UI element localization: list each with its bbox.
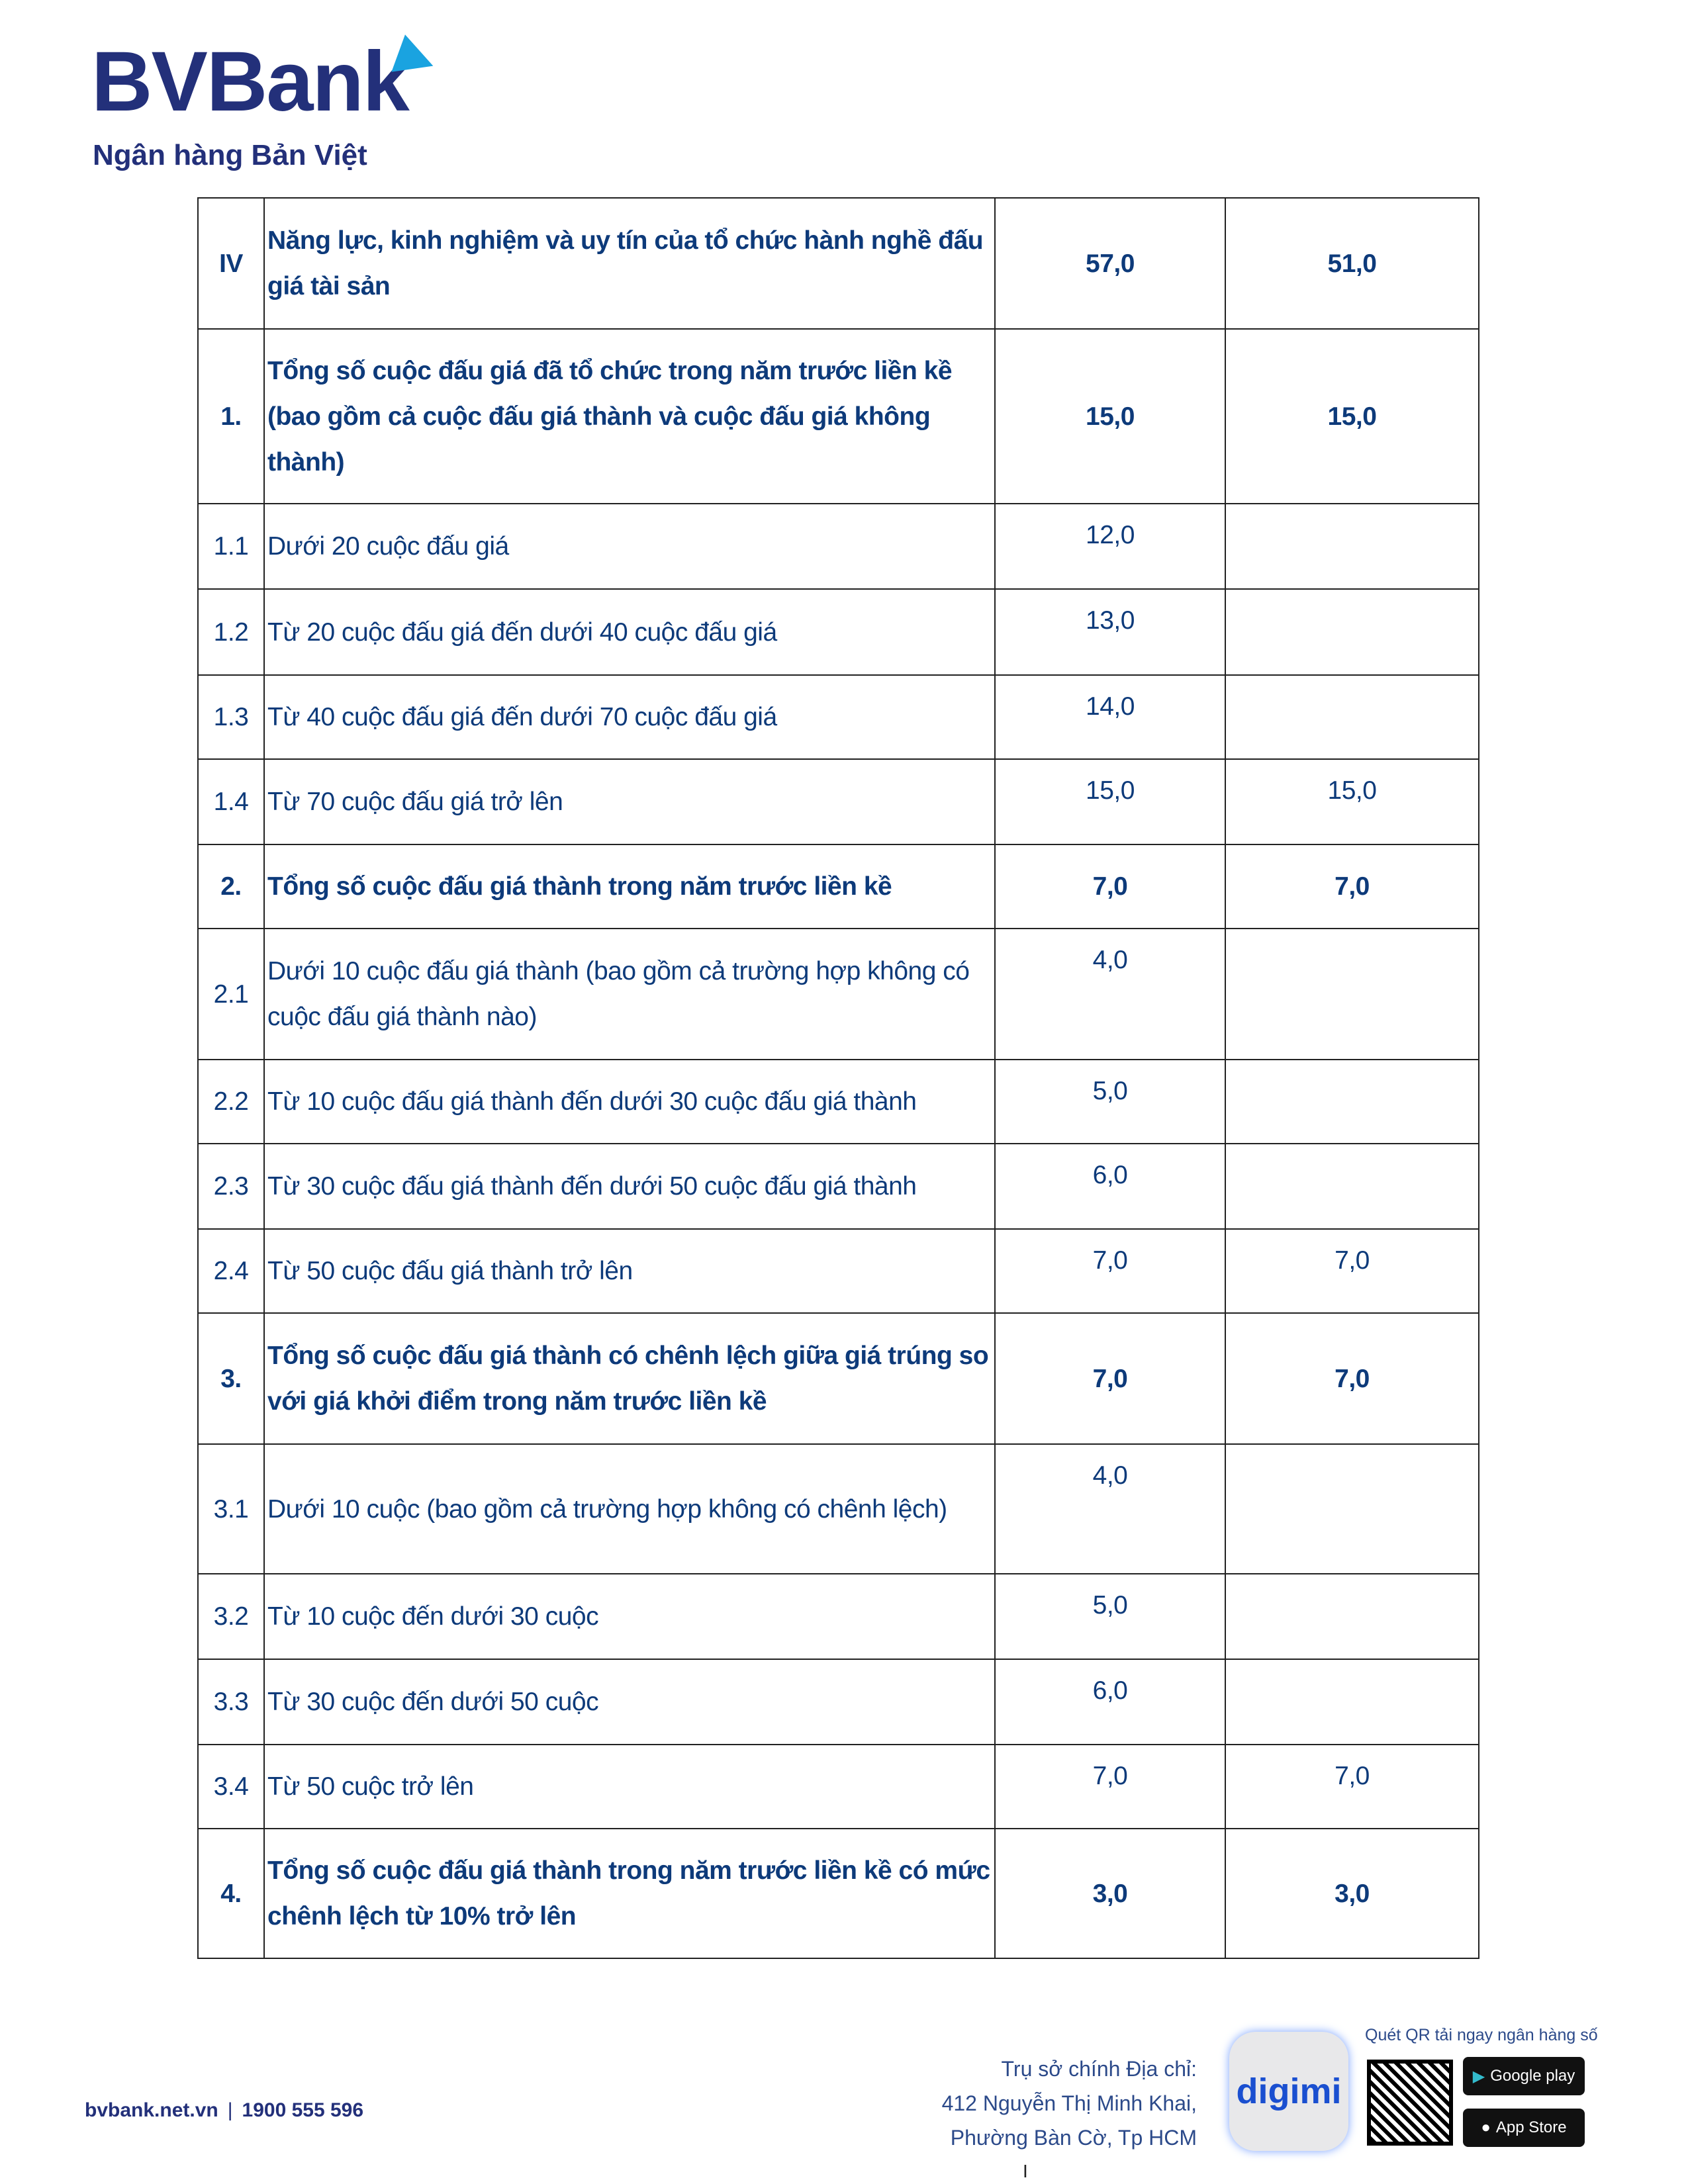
address-line-1: 412 Nguyễn Thị Minh Khai, — [941, 2091, 1197, 2115]
logo-text: BVBank — [91, 34, 408, 129]
criterion-text: Tổng số cuộc đấu giá thành trong năm trước liền kề — [264, 844, 995, 929]
row-number: 1.3 — [198, 675, 264, 759]
criterion-text: Từ 10 cuộc đấu giá thành đến dưới 30 cuộc đấu giá thành — [264, 1060, 995, 1144]
awarded-score — [1225, 1060, 1479, 1144]
table-row — [198, 1060, 1479, 1144]
max-score: 4,0 — [995, 1444, 1225, 1574]
table-row — [198, 1659, 1479, 1745]
row-number: 3.1 — [198, 1444, 264, 1574]
criterion-text: Từ 50 cuộc trở lên — [264, 1745, 995, 1829]
max-score: 6,0 — [995, 1659, 1225, 1745]
max-score: 4,0 — [995, 929, 1225, 1060]
address-label: Trụ sở chính Địa chỉ: — [1001, 2057, 1197, 2081]
max-score: 6,0 — [995, 1144, 1225, 1229]
max-score: 3,0 — [995, 1829, 1225, 1958]
table-row — [198, 1444, 1479, 1574]
text-cursor: I — [1023, 2161, 1028, 2181]
logo-subtitle: Ngân hàng Bản Việt — [93, 139, 367, 171]
awarded-score — [1225, 1659, 1479, 1745]
row-number: 2. — [198, 844, 264, 929]
row-number: 2.1 — [198, 929, 264, 1060]
table-row — [198, 1144, 1479, 1229]
table-row — [198, 844, 1479, 929]
awarded-score — [1225, 1444, 1479, 1574]
criterion-text: Tổng số cuộc đấu giá thành trong năm trước liền kề có mức chênh lệch từ 10% trở lên — [264, 1829, 995, 1958]
app-store-badge[interactable] — [1463, 2109, 1585, 2147]
row-number: 1.4 — [198, 759, 264, 844]
table-row — [198, 1229, 1479, 1313]
website-link[interactable]: bvbank.net.vn — [85, 2099, 218, 2121]
digimi-label: digimi — [1236, 2071, 1342, 2111]
max-score: 12,0 — [995, 504, 1225, 589]
awarded-score: 51,0 — [1225, 198, 1479, 329]
row-number: 3.4 — [198, 1745, 264, 1829]
awarded-score: 7,0 — [1225, 1745, 1479, 1829]
row-number: 2.3 — [198, 1144, 264, 1229]
table-row — [198, 1313, 1479, 1444]
table-row — [198, 929, 1479, 1060]
max-score: 7,0 — [995, 1745, 1225, 1829]
row-number: 2.4 — [198, 1229, 264, 1313]
awarded-score: 15,0 — [1225, 759, 1479, 844]
row-number: IV — [198, 198, 264, 329]
row-number: 2.2 — [198, 1060, 264, 1144]
max-score: 14,0 — [995, 675, 1225, 759]
max-score: 13,0 — [995, 589, 1225, 675]
criterion-text: Dưới 10 cuộc đấu giá thành (bao gồm cả trường hợp không có cuộc đấu giá thành nào) — [264, 929, 995, 1060]
awarded-score — [1225, 675, 1479, 759]
qr-code-icon — [1367, 2060, 1453, 2146]
max-score: 7,0 — [995, 1313, 1225, 1444]
criterion-text: Từ 30 cuộc đấu giá thành đến dưới 50 cuộc đấu giá thành — [264, 1144, 995, 1229]
criterion-text: Tổng số cuộc đấu giá thành có chênh lệch giữa giá trúng so với giá khởi điểm trong năm trước liền kề — [264, 1313, 995, 1444]
criterion-text: Dưới 10 cuộc (bao gồm cả trường hợp không có chênh lệch) — [264, 1444, 995, 1574]
awarded-score — [1225, 504, 1479, 589]
table-row — [198, 759, 1479, 844]
max-score: 5,0 — [995, 1060, 1225, 1144]
apple-icon: ● — [1481, 2118, 1491, 2136]
criterion-text: Tổng số cuộc đấu giá đã tổ chức trong năm trước liền kề (bao gồm cả cuộc đấu giá thành và cuộc đấu giá không thành) — [264, 329, 995, 504]
table-row — [198, 1574, 1479, 1659]
row-number: 1. — [198, 329, 264, 504]
bvbank-logo — [66, 26, 450, 185]
awarded-score — [1225, 589, 1479, 675]
criterion-text: Từ 70 cuộc đấu giá trở lên — [264, 759, 995, 844]
table-row — [198, 675, 1479, 759]
google-play-label: Google play — [1490, 2067, 1575, 2085]
row-number: 3.2 — [198, 1574, 264, 1659]
row-number: 3.3 — [198, 1659, 264, 1745]
max-score: 7,0 — [995, 1229, 1225, 1313]
awarded-score — [1225, 929, 1479, 1060]
separator: | — [227, 2099, 233, 2121]
criterion-text: Từ 40 cuộc đấu giá đến dưới 70 cuộc đấu giá — [264, 675, 995, 759]
awarded-score — [1225, 1574, 1479, 1659]
table-row — [198, 198, 1479, 329]
address-line-2: Phường Bàn Cờ, Tp HCM — [950, 2126, 1197, 2150]
row-number: 3. — [198, 1313, 264, 1444]
row-number: 1.2 — [198, 589, 264, 675]
awarded-score: 7,0 — [1225, 1313, 1479, 1444]
play-icon: ▶ — [1472, 2067, 1485, 2085]
awarded-score: 3,0 — [1225, 1829, 1479, 1958]
max-score: 15,0 — [995, 329, 1225, 504]
criterion-text: Từ 30 cuộc đến dưới 50 cuộc — [264, 1659, 995, 1745]
footer-contact — [85, 2099, 363, 2122]
criterion-text: Dưới 20 cuộc đấu giá — [264, 504, 995, 589]
max-score: 5,0 — [995, 1574, 1225, 1659]
awarded-score: 15,0 — [1225, 329, 1479, 504]
awarded-score — [1225, 1144, 1479, 1229]
criterion-text: Từ 20 cuộc đấu giá đến dưới 40 cuộc đấu giá — [264, 589, 995, 675]
max-score: 7,0 — [995, 844, 1225, 929]
criterion-text: Từ 10 cuộc đến dưới 30 cuộc — [264, 1574, 995, 1659]
table-row — [198, 504, 1479, 589]
criterion-text: Từ 50 cuộc đấu giá thành trở lên — [264, 1229, 995, 1313]
max-score: 15,0 — [995, 759, 1225, 844]
row-number: 4. — [198, 1829, 264, 1958]
table-row — [198, 1745, 1479, 1829]
criterion-text: Năng lực, kinh nghiệm và uy tín của tổ chức hành nghề đấu giá tài sản — [264, 198, 995, 329]
head-office-address — [942, 2052, 1197, 2155]
qr-title: Quét QR tải ngay ngân hàng số — [1365, 2026, 1598, 2044]
table-row — [198, 1829, 1479, 1958]
max-score: 57,0 — [995, 198, 1225, 329]
scoring-table — [197, 197, 1479, 1959]
google-play-badge[interactable] — [1463, 2057, 1585, 2095]
row-number: 1.1 — [198, 504, 264, 589]
hotline[interactable]: 1900 555 596 — [242, 2099, 364, 2121]
table-row — [198, 329, 1479, 504]
table-row — [198, 589, 1479, 675]
app-store-label: App Store — [1495, 2118, 1567, 2136]
digimi-app-icon — [1229, 2032, 1348, 2151]
awarded-score: 7,0 — [1225, 1229, 1479, 1313]
awarded-score: 7,0 — [1225, 844, 1479, 929]
